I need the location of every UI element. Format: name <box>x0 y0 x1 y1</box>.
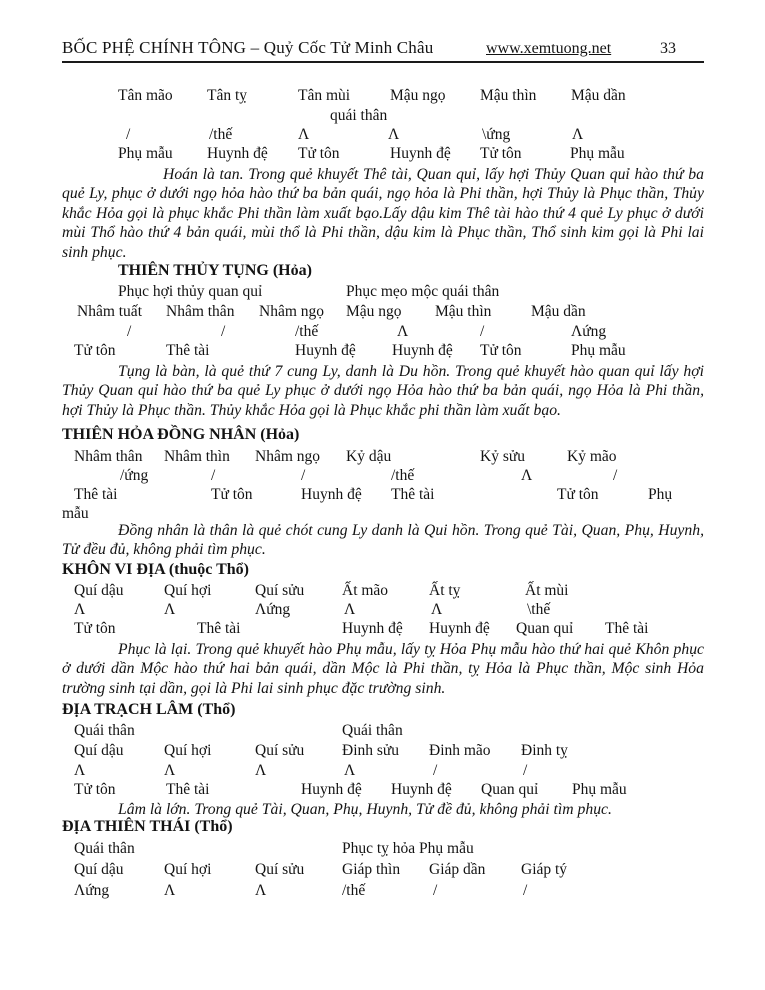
table-cell: Phụ mẫu <box>572 781 627 798</box>
dong-nhan-heading: THIÊN HỎA ĐỒNG NHÂN (Hỏa) <box>62 426 300 443</box>
table-cell: Thê tài <box>605 620 649 637</box>
table-cell: Giáp dần <box>429 861 486 878</box>
table-cell: \thế <box>527 601 551 618</box>
table-cell: / <box>433 762 438 779</box>
table-cell: Λ <box>164 601 176 618</box>
table-cell: Nhâm thân <box>166 303 235 320</box>
hoan-labels-row <box>0 145 765 164</box>
table-cell: Λứng <box>74 882 110 899</box>
table-cell: Giáp thìn <box>342 861 401 878</box>
table-cell: quái thân <box>330 107 388 124</box>
table-cell: Tân mão <box>118 87 173 104</box>
table-cell: Tử tôn <box>74 342 116 359</box>
table-cell: Quí hợi <box>164 861 212 878</box>
table-cell: / <box>127 323 132 340</box>
hoan-quai-than-row <box>0 107 765 126</box>
table-cell: / <box>126 126 131 143</box>
lam-names-row <box>0 742 765 761</box>
table-cell: Phục hợi thủy quan quỉ <box>118 283 263 300</box>
table-cell: Mậu ngọ <box>390 87 446 104</box>
table-cell: / <box>211 467 216 484</box>
table-cell: Λ <box>164 882 176 899</box>
table-cell: Λ <box>388 126 400 143</box>
table-cell: /ứng <box>120 467 149 484</box>
hoan-names-row <box>0 87 765 106</box>
thai-marks-row <box>0 882 765 901</box>
lam-quai-than-row <box>0 722 765 741</box>
header-divider-rule <box>62 61 704 63</box>
table-cell: Quí sửu <box>255 742 305 759</box>
table-cell: / <box>301 467 306 484</box>
table-cell: Tử tôn <box>480 145 522 162</box>
khon-labels-row <box>0 620 765 639</box>
table-cell: Λ <box>344 601 356 618</box>
table-cell: Kỷ mão <box>567 448 617 465</box>
table-cell: Tử tôn <box>74 620 116 637</box>
dong-nhan-labels-row <box>0 486 765 505</box>
table-cell: Thê tài <box>74 486 118 503</box>
table-cell: / <box>433 882 438 899</box>
table-cell: Nhâm ngọ <box>259 303 325 320</box>
table-cell: / <box>221 323 226 340</box>
table-cell: Thê tài <box>391 486 435 503</box>
table-cell: \ứng <box>482 126 511 143</box>
table-cell: Λứng <box>571 323 607 340</box>
table-cell: Λ <box>431 601 443 618</box>
table-cell: Huynh đệ <box>391 781 452 798</box>
table-cell: Huynh đệ <box>390 145 451 162</box>
table-cell: Đinh sửu <box>342 742 400 759</box>
table-cell: Quí sửu <box>255 861 305 878</box>
tung-marks-row <box>0 323 765 342</box>
table-cell: Nhâm thân <box>74 448 143 465</box>
table-cell: Quí dậu <box>74 742 124 759</box>
khon-paragraph: Phục là lại. Trong quẻ khuyết hào Phụ mẫu, lấy tỵ Hỏa Phụ mẫu hào thứ hai quẻ Khôn phục ở dưới dần Mộc hào thứ hai bản quái, dần Mộc là Phi thần, tỵ Hỏa là Phục thần, Mộc sinh Hỏa trường sinh tại dần, gọi là Phi lai sinh phục đặc trường sinh. <box>62 641 704 697</box>
table-cell: / <box>480 323 485 340</box>
page-header-website: www.xemtuong.net <box>486 40 612 57</box>
table-cell: Kỷ sửu <box>480 448 526 465</box>
hoan-paragraph: Hoán là tan. Trong quẻ khuyết Thê tài, Quan quỉ, lấy hợi Thủy Quan quỉ hào thứ ba quẻ Ly, phục ở dưới ngọ hỏa hào thứ ba bản quái, ngọ hỏa là Phi thần, hợi Thủy là Phục thần, Thủy khắc Hỏa gọi là phục khắc Phi thần làm xuất bạo.Lấy dậu kim Thê tài hào thứ 4 quẻ Ly phục ở dưới mùi Thổ hào thứ 4 bản quái, mùi thổ là Phi thần, dậu kim là Phục thần, Thổ sinh kim gọi là Phi lai sinh phục. <box>62 166 704 261</box>
khon-marks-row <box>0 601 765 620</box>
table-cell: /thế <box>391 467 415 484</box>
tung-heading: THIÊN THỦY TỤNG (Hỏa) <box>118 262 312 279</box>
table-cell: Quí hợi <box>164 582 212 599</box>
table-cell: Quí sửu <box>255 582 305 599</box>
khon-names-row <box>0 582 765 601</box>
page-header-title: BỐC PHỆ CHÍNH TÔNG – Quỷ Cốc Tử Minh Châu <box>62 38 434 57</box>
table-cell: Phụ mẫu <box>118 145 173 162</box>
table-cell: Tử tôn <box>480 342 522 359</box>
table-cell: Huynh đệ <box>392 342 453 359</box>
tung-paragraph: Tụng là bàn, là quẻ thứ 7 cung Ly, danh là Du hồn. Trong quẻ khuyết hào quan quỉ lấy hợi Thủy Quan quỉ hào thứ ba quẻ Ly phục ở dưới ngọ Hỏa hào thứ ba bản quái, ngọ Hỏa là Phi thần, hợi Thủy là Phục thần. Thủy khắc Hỏa gọi là Phục khắc phi thần làm xuất bạo. <box>62 363 704 419</box>
table-cell: Phục tỵ hỏa Phụ mẫu <box>342 840 474 857</box>
table-cell: Huynh đệ <box>301 781 362 798</box>
table-cell: Phục mẹo mộc quái thân <box>346 283 500 300</box>
dong-nhan-marks-row <box>0 467 765 486</box>
table-cell: Phụ mẫu <box>571 342 626 359</box>
table-cell: Đinh mão <box>429 742 491 759</box>
table-cell: Tân tỵ <box>207 87 248 104</box>
table-cell: Tử tôn <box>298 145 340 162</box>
table-cell: Kỷ dậu <box>346 448 392 465</box>
table-cell: /thế <box>342 882 366 899</box>
table-cell: Ất mão <box>342 582 389 599</box>
table-cell: Λ <box>344 762 356 779</box>
table-cell: Nhâm thìn <box>164 448 230 465</box>
hoan-marks-row <box>0 126 765 145</box>
table-cell: /thế <box>209 126 233 143</box>
tung-phuc-row <box>0 283 765 302</box>
table-cell: Λ <box>255 762 267 779</box>
table-cell: Λ <box>74 601 86 618</box>
dong-nhan-names-row <box>0 448 765 467</box>
lam-labels-row <box>0 781 765 800</box>
table-cell: Quí dậu <box>74 582 124 599</box>
table-cell: Thê tài <box>166 781 210 798</box>
table-cell: Λ <box>255 882 267 899</box>
page-number: 33 <box>660 40 676 57</box>
table-cell: Quái thân <box>74 840 135 857</box>
table-cell: Giáp tý <box>521 861 568 878</box>
table-cell: Huynh đệ <box>207 145 268 162</box>
table-cell: Phụ mẫu <box>570 145 625 162</box>
khon-heading: KHÔN VI ĐỊA (thuộc Thổ) <box>62 561 249 578</box>
table-cell: Quan quỉ <box>481 781 539 798</box>
table-cell: Nhâm ngọ <box>255 448 321 465</box>
table-cell: / <box>523 762 528 779</box>
table-cell: / <box>613 467 618 484</box>
table-cell: Mậu thìn <box>480 87 537 104</box>
table-cell: Huynh đệ <box>295 342 356 359</box>
table-cell: Huynh đệ <box>342 620 403 637</box>
dong-nhan-label-wrap: mẫu <box>62 505 89 522</box>
table-cell: Ất mùi <box>525 582 569 599</box>
table-cell: Quí hợi <box>164 742 212 759</box>
table-cell: Tân mùi <box>298 87 351 104</box>
table-cell: Λ <box>74 762 86 779</box>
thai-names-row <box>0 861 765 880</box>
table-cell: Phụ <box>648 486 673 503</box>
table-cell: Thê tài <box>197 620 241 637</box>
table-cell: Mậu ngọ <box>346 303 402 320</box>
table-cell: Mậu dần <box>571 87 626 104</box>
table-cell: Tử tôn <box>211 486 253 503</box>
table-cell: Thê tài <box>166 342 210 359</box>
table-cell: / <box>523 882 528 899</box>
table-cell: Λứng <box>255 601 291 618</box>
table-cell: Λ <box>521 467 533 484</box>
table-cell: /thế <box>295 323 319 340</box>
table-cell: Huynh đệ <box>301 486 362 503</box>
table-cell: Quái thân <box>342 722 403 739</box>
table-cell: Mậu dần <box>531 303 586 320</box>
table-cell: Λ <box>298 126 310 143</box>
table-cell: Ất tỵ <box>429 582 461 599</box>
lam-heading: ĐỊA TRẠCH LÂM (Thổ) <box>62 701 236 718</box>
lam-marks-row <box>0 762 765 781</box>
table-cell: Mậu thìn <box>435 303 492 320</box>
table-cell: Quái thân <box>74 722 135 739</box>
table-cell: Λ <box>164 762 176 779</box>
table-cell: Λ <box>397 323 409 340</box>
table-cell: Λ <box>572 126 584 143</box>
table-cell: Quan quỉ <box>516 620 574 637</box>
table-cell: Tử tôn <box>557 486 599 503</box>
table-cell: Tử tôn <box>74 781 116 798</box>
tung-labels-row <box>0 342 765 361</box>
thai-quai-than-row <box>0 840 765 859</box>
thai-heading: ĐỊA THIÊN THÁI (Thổ) <box>62 818 233 835</box>
table-cell: Huynh đệ <box>429 620 490 637</box>
dong-nhan-paragraph: Đồng nhân là thân là quẻ chót cung Ly danh là Qui hồn. Trong quẻ Tài, Quan, Phụ, Huynh, Tử đều đủ, không phải tìm phục. <box>62 522 704 559</box>
table-cell: Quí dậu <box>74 861 124 878</box>
lam-paragraph: Lâm là lớn. Trong quẻ Tài, Quan, Phụ, Huynh, Tử đề đủ, không phải tìm phục. <box>118 801 612 818</box>
tung-names-row <box>0 303 765 322</box>
table-cell: Nhâm tuất <box>77 303 142 320</box>
table-cell: Đinh tỵ <box>521 742 568 759</box>
